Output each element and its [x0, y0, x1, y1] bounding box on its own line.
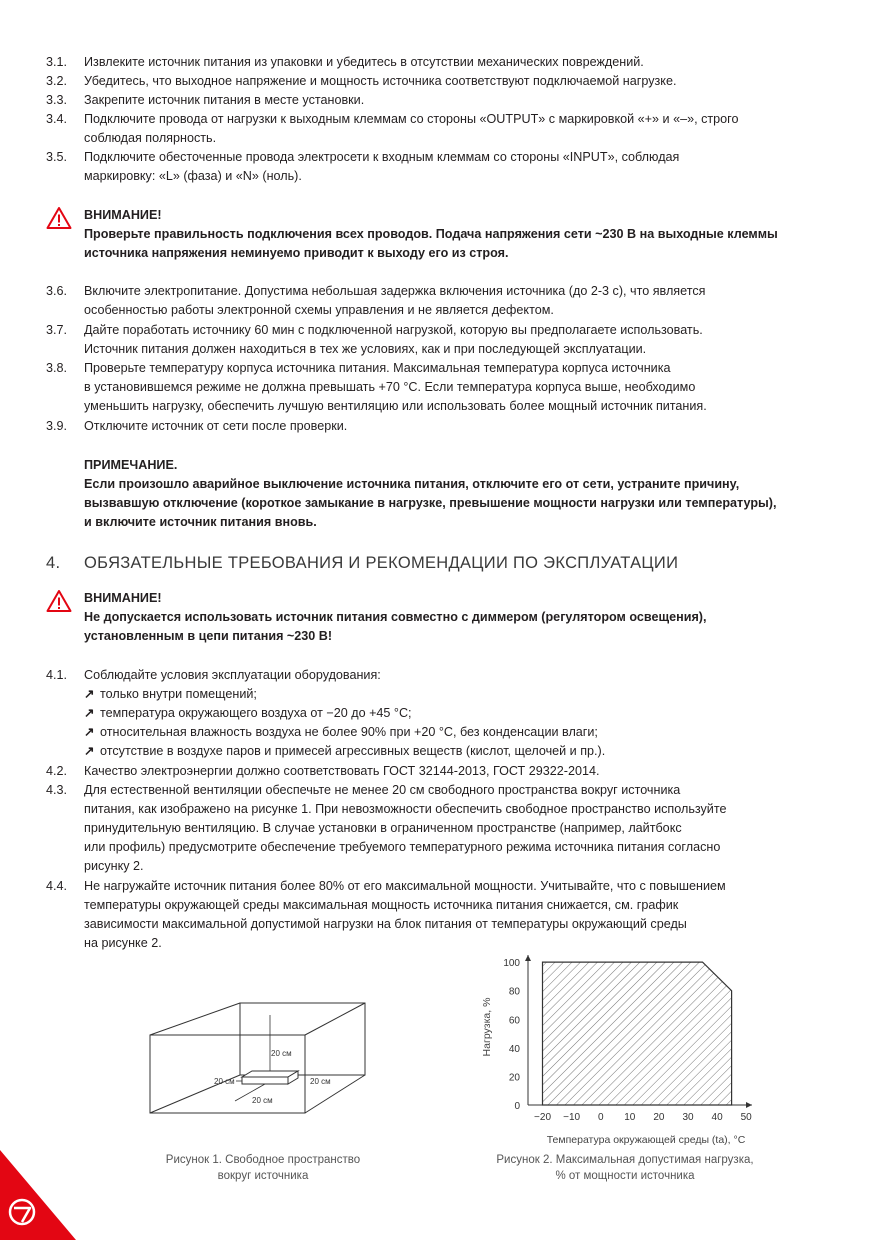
- item-text: питания, как изображено на рисунке 1. При невозможности обеспечить свободное пространство используйте: [84, 802, 727, 816]
- item-number: 3.5.: [46, 150, 68, 164]
- item-number: 4.1.: [46, 668, 68, 682]
- item-number: 3.9.: [46, 419, 68, 433]
- item-text: Соблюдайте условия эксплуатации оборудования:: [84, 668, 381, 682]
- section-title: ОБЯЗАТЕЛЬНЫЕ ТРЕБОВАНИЯ И РЕКОМЕНДАЦИИ ПО ЭКСПЛУАТАЦИИ: [84, 554, 679, 572]
- item-text: Источник питания должен находиться в тех же условиях, как и при последующей эксплуатации.: [84, 342, 647, 356]
- item-text: Качество электроэнергии должно соответствовать ГОСТ 32144-2013, ГОСТ 29322-2014.: [84, 764, 600, 778]
- item-number: 3.2.: [46, 74, 68, 88]
- item-text: Включите электропитание. Допустима небольшая задержка включения источника (до 2-3 с), что является: [84, 284, 706, 298]
- bullet-text: температура окружающего воздуха от −20 до +45 °C;: [100, 706, 412, 720]
- x-tick-label-4: 20: [653, 1112, 665, 1123]
- item-number: 3.6.: [46, 284, 68, 298]
- item-text: Для естественной вентиляции обеспечьте не менее 20 см свободного пространства вокруг источника: [84, 783, 681, 797]
- item-text: Отключите источник от сети после проверки.: [84, 419, 348, 433]
- brand-corner-logo: [0, 1150, 76, 1240]
- note-line: и включите источник питания вновь.: [84, 515, 317, 529]
- y-tick-label-4: 80: [508, 986, 520, 998]
- item-number: 4.3.: [46, 783, 68, 797]
- x-tick-labels: [534, 1112, 752, 1123]
- x-tick-label-2: 0: [597, 1112, 604, 1123]
- x-tick-label-3: 10: [624, 1112, 636, 1123]
- item-text: Извлеките источник питания из упаковки и убедитесь в отсутствии механических повреждений.: [84, 55, 644, 69]
- clearance-diagram: [140, 995, 380, 1125]
- item-text: на рисунке 2.: [84, 936, 162, 950]
- note-text: [84, 456, 854, 532]
- chart-area-series: [543, 962, 732, 1105]
- clearance-label-top: 20 см: [271, 1049, 292, 1058]
- clearance-label-bottom: 20 см: [252, 1096, 273, 1105]
- power-supply-block: [242, 1071, 298, 1084]
- x-axis-label: Температура окружающей среды (ta), °C: [546, 1134, 746, 1146]
- y-axis-arrow: [525, 955, 531, 961]
- figure-2-caption: [480, 1152, 770, 1184]
- x-tick-label-6: 40: [711, 1112, 723, 1123]
- item-text: маркировку: «L» (фаза) и «N» (ноль).: [84, 169, 302, 183]
- derating-chart: [470, 945, 770, 1150]
- bullet-text: отсутствие в воздухе паров и примесей агрессивных веществ (кислот, щелочей и пр.).: [100, 744, 606, 758]
- section-number: 4.: [46, 554, 61, 572]
- caption-line: вокруг источника: [217, 1170, 309, 1182]
- x-tick-label-5: 30: [682, 1112, 694, 1123]
- arrow-icon: ↗: [84, 744, 95, 758]
- arrow-icon: ↗: [84, 725, 95, 739]
- clearance-label-left: 20 см: [214, 1077, 235, 1086]
- item-text: Проверьте температуру корпуса источника питания. Максимальная температура корпуса источника: [84, 361, 671, 375]
- bullet-text: относительная влажность воздуха не более 90% при +20 °C, без конденсации влаги;: [100, 725, 598, 739]
- note-line: Если произошло аварийное выключение источника питания, отключите его от сети, устраните причину,: [84, 477, 740, 491]
- item-number: 3.4.: [46, 112, 68, 126]
- item-text: Подключите провода от нагрузки к выходным клеммам со стороны «OUTPUT» с маркировкой «+» и «–», строго: [84, 112, 739, 126]
- box-back-face: [240, 1003, 365, 1075]
- warning-title: ВНИМАНИЕ!: [84, 591, 162, 605]
- item-text: особенностью работы электронной схемы управления и не является дефектом.: [84, 303, 554, 317]
- clearance-label-right: 20 см: [310, 1077, 331, 1086]
- warning-text: [84, 206, 854, 263]
- bullet-text: только внутри помещений;: [100, 687, 257, 701]
- item-number: 3.1.: [46, 55, 68, 69]
- y-tick-label-0: 0: [514, 1101, 520, 1112]
- x-tick-label-1: −10: [563, 1112, 581, 1123]
- item-text: соблюдая полярность.: [84, 131, 217, 145]
- arrow-icon: ↗: [84, 706, 95, 720]
- item-text: Убедитесь, что выходное напряжение и мощность источника соответствуют подключаемой нагрузке.: [84, 74, 677, 88]
- item-text: Не нагружайте источник питания более 80% от его максимальной мощности. Учитывайте, что с повышением: [84, 879, 726, 893]
- item-text: Закрепите источник питания в месте установки.: [84, 93, 365, 107]
- item-number: 4.2.: [46, 764, 68, 778]
- caption-line: Рисунок 1. Свободное пространство: [165, 1154, 361, 1166]
- y-tick-label-3: 60: [508, 1015, 520, 1027]
- y-tick-label-2: 40: [508, 1043, 520, 1055]
- item-text: зависимости максимальной допустимой нагрузки на блок питания от температуры окружающий среды: [84, 917, 687, 931]
- warning-title: ВНИМАНИЕ!: [84, 208, 162, 222]
- y-tick-label-1: 20: [508, 1072, 520, 1084]
- item-text: температуры окружающей среды максимальная мощность источника питания снижается, см. график: [84, 898, 679, 912]
- warning-line: источника напряжения неминуемо приводит к выходу его из строя.: [84, 246, 509, 260]
- item-text: Подключите обесточенные провода электросети к входным клеммам со стороны «INPUT», соблюдая: [84, 150, 680, 164]
- item-text: Дайте поработать источнику 60 мин с подключенной нагрузкой, которую вы предполагаете использовать.: [84, 323, 703, 337]
- warning-icon: [46, 589, 72, 613]
- figure-1-caption: [120, 1152, 406, 1184]
- x-tick-label-7: 50: [740, 1112, 752, 1123]
- arrow-icon: ↗: [84, 687, 95, 701]
- item-text: в установившемся режиме не должна превышать +70 °С. Если температура корпуса выше, необходимо: [84, 380, 696, 394]
- warning-icon: [46, 206, 72, 230]
- item-text: принудительную вентиляцию. В случае установки в ограниченном пространстве (например, лайтбокс: [84, 821, 682, 835]
- x-tick-label-0: −20: [534, 1112, 552, 1123]
- note-title: ПРИМЕЧАНИЕ.: [84, 458, 178, 472]
- y-axis-label: Нагрузка, %: [481, 997, 493, 1057]
- caption-line: Рисунок 2. Максимальная допустимая нагрузка,: [496, 1154, 754, 1166]
- item-text: уменьшить нагрузку, обеспечить лучшую вентиляцию или использовать более мощный источник питания.: [84, 399, 707, 413]
- item-number: 4.4.: [46, 879, 68, 893]
- caption-line: % от мощности источника: [555, 1170, 695, 1182]
- x-axis-arrow: [746, 1102, 752, 1108]
- note-line: вызвавшую отключение (короткое замыкание в нагрузке, превышение мощности нагрузки или температуры),: [84, 496, 777, 510]
- item-number: 3.3.: [46, 93, 68, 107]
- warning-text: [84, 589, 854, 646]
- warning-line: Проверьте правильность подключения всех проводов. Подача напряжения сети ~230 В на выходные клеммы: [84, 227, 778, 241]
- item-number: 3.7.: [46, 323, 68, 337]
- y-tick-label-5: 100: [503, 958, 520, 970]
- warning-line: Не допускается использовать источник питания совместно с диммером (регулятором освещения),: [84, 610, 707, 624]
- item-number: 3.8.: [46, 361, 68, 375]
- item-text: рисунку 2.: [84, 859, 144, 873]
- warning-line: установленным в цепи питания ~230 В!: [84, 629, 333, 643]
- y-tick-labels: [503, 958, 520, 1112]
- item-text: или профиль) предусмотрите обеспечение требуемого температурного режима источника питания согласно: [84, 840, 721, 854]
